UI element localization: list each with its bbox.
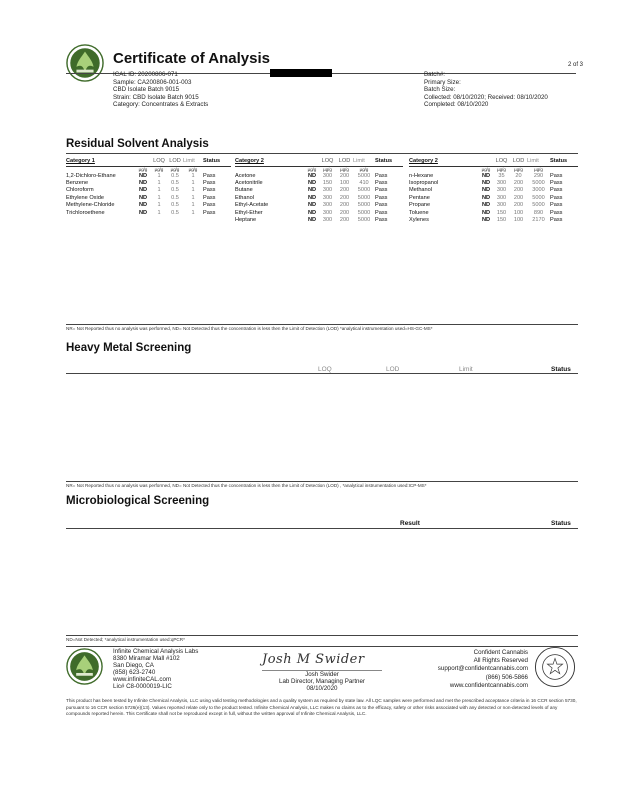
status-value: Pass (203, 172, 216, 179)
result-value: ND (138, 194, 148, 201)
analyte-name: Trichloroethene (66, 209, 105, 216)
status-value: Pass (375, 209, 388, 216)
status-value: Pass (375, 194, 388, 201)
lod-col-header: LOD (510, 158, 527, 166)
limit-value: 290 (533, 172, 544, 179)
hm-status-header: Status (551, 366, 571, 373)
hm-limit-header: Limit (459, 366, 473, 373)
limit-value: 5000 (532, 202, 545, 209)
batch-info (424, 71, 548, 109)
result-value: ND (481, 187, 491, 194)
signer-title: Lab Director, Managing Partner (279, 677, 365, 685)
limit-value: 5000 (532, 194, 545, 201)
lod-value: 0.5 (171, 194, 179, 201)
loq-value: 1 (157, 194, 161, 201)
status-value: Pass (550, 216, 563, 223)
loq-value: 1 (157, 209, 161, 216)
analyte-name: Ethyl-Acetate (235, 202, 269, 209)
limit-value: 5000 (357, 209, 371, 216)
lod-value: 0.5 (171, 172, 179, 179)
limit-value: 5000 (357, 187, 371, 194)
analyte-name: Ethylene Oxide (66, 194, 104, 201)
lod-value: 200 (339, 209, 350, 216)
lab-contact (113, 649, 198, 690)
cc-name: Confident Cannabis (473, 649, 528, 656)
analyte-name: Toluene (409, 209, 429, 216)
loq-value: 35 (498, 172, 505, 179)
heavy-metal-note-divider (66, 481, 578, 482)
limit-col-header: Limit (353, 158, 375, 166)
result-value: ND (307, 179, 317, 186)
status-value: Pass (375, 187, 388, 194)
analyte-name: Propane (409, 202, 431, 209)
result-value: ND (307, 187, 317, 194)
result-value: ND (307, 202, 317, 209)
hm-lod-header: LOD (386, 366, 400, 373)
limit-value: 5000 (357, 194, 371, 201)
status-value: Pass (375, 172, 388, 179)
table-row (235, 187, 403, 194)
lab-license: Lic# C8-0000019-LIC (113, 682, 172, 690)
lod-value: 0.5 (171, 187, 179, 194)
table-row (235, 202, 403, 209)
heavy-metal-title: Heavy Metal Screening (66, 342, 192, 354)
document-title: Certificate of Analysis (113, 50, 270, 67)
result-value: ND (138, 187, 148, 194)
lod-value: 200 (339, 216, 350, 223)
lod-col-header: LOD (167, 158, 183, 166)
signer-date: 08/10/2020 (306, 684, 338, 692)
primary-size: Primary Size: (424, 78, 461, 86)
lab-city: San Diego, CA (113, 661, 154, 669)
sample-info (113, 71, 208, 109)
category-header: Category 2 (409, 158, 479, 166)
loq-value: 300 (322, 172, 333, 179)
lab-phone: (858) 623-2740 (113, 668, 156, 676)
status-value: Pass (203, 187, 216, 194)
status-value: Pass (550, 187, 563, 194)
result-value: ND (307, 216, 317, 223)
analyte-name: 1,2-Dichloro-Ethane (66, 172, 116, 179)
result-value: ND (481, 202, 491, 209)
table-row (66, 180, 231, 187)
result-col-header (135, 158, 151, 166)
table-row (409, 187, 578, 194)
strain: Strain: CBD Isolate Batch 9015 (113, 93, 199, 101)
lod-value: 200 (339, 187, 350, 194)
category: Category: Concentrates & Extracts (113, 101, 209, 109)
loq-value: 300 (322, 202, 333, 209)
cc-email[interactable]: support@confidentcannabis.com (437, 665, 528, 673)
heavy-metal-note: NR= Not Reported thus no analysis was performed, ND= Not Detected thus the concentration is less then the Limit of Detection (LOD) , *analytical instrumentation used:ICP-MS* (66, 483, 427, 488)
limit-value: 5000 (357, 172, 371, 179)
loq-value: 300 (322, 216, 333, 223)
analyte-name: Ethanol (235, 194, 254, 201)
loq-col-header: LOQ (319, 158, 336, 166)
loq-value: 300 (322, 187, 333, 194)
redaction-bar (270, 69, 332, 77)
unit-label: µg/g (481, 166, 491, 172)
unit-label: µg/g (170, 166, 180, 172)
analyte-name: Heptane (235, 216, 257, 223)
status-col-header: Status (550, 158, 578, 166)
analyte-name: Pentane (409, 194, 430, 201)
status-value: Pass (375, 179, 388, 186)
lod-value: 200 (339, 202, 350, 209)
status-col-header: Status (375, 158, 403, 166)
lod-value: 0.5 (171, 202, 179, 209)
table-row (235, 210, 403, 217)
analyte-name: Acetonitrile (235, 179, 263, 186)
hm-loq-header: LOQ (318, 366, 332, 373)
lod-value: 200 (513, 179, 524, 186)
lod-value: 20 (515, 172, 522, 179)
result-value: ND (138, 172, 148, 179)
unit-label: µg/g (359, 166, 369, 172)
table-row (235, 195, 403, 202)
legal-disclaimer: This product has been tested by Infinite Chemical Analysis, LLC using valid testing methodologies and a quality system as required by state law. All LQC samples were performed and met the prescribed acceptance criteria in 16 CCR section 5730, pursuant to 16 CCR section 5726(e)(13). Values reported relate only to the product tested. Infinite Chemical Analysis, LLC makes no claims as to the efficacy, safety or other risks associated with any detected or non-detected levels of any compounds reported herein. This Certificate shall not be reproduced except in full, without the written approval of Infinite Chemical Analysis, LLC. (66, 698, 577, 717)
analyte-name: Butane (235, 187, 253, 194)
result-col-header (479, 158, 493, 166)
footer-divider (66, 646, 578, 647)
lab-website[interactable]: www.infiniteCAL.com (113, 675, 172, 683)
table-row (409, 173, 578, 180)
result-col-header (305, 158, 319, 166)
lod-value: 0.5 (171, 209, 179, 216)
table-row (66, 210, 231, 217)
table-row (409, 202, 578, 209)
status-value: Pass (550, 179, 563, 186)
micro-result-header: Result (400, 520, 420, 527)
analyte-name: Chloroform (66, 187, 94, 194)
signer-name: Josh Swider (305, 671, 339, 678)
status-col-header: Status (203, 158, 231, 166)
result-value: ND (481, 179, 491, 186)
loq-col-header: LOQ (493, 158, 510, 166)
result-value: ND (138, 202, 148, 209)
batch-size: Batch Size: (424, 86, 456, 94)
category-header: Category 1 (66, 158, 135, 166)
limit-value: 890 (533, 209, 544, 216)
status-value: Pass (203, 209, 216, 216)
status-value: Pass (550, 202, 563, 209)
status-value: Pass (203, 194, 216, 201)
loq-value: 1 (157, 202, 161, 209)
table-row (409, 217, 578, 224)
limit-value: 1 (191, 179, 195, 186)
microbiological-title: Microbiological Screening (66, 495, 210, 507)
table-row (66, 195, 231, 202)
category-header: Category 2 (235, 158, 305, 166)
loq-value: 1 (157, 187, 161, 194)
result-value: ND (307, 172, 317, 179)
solvent-table-category-2a (235, 158, 403, 224)
confident-cannabis-seal-icon (534, 646, 576, 688)
loq-value: 300 (496, 179, 507, 186)
limit-value: 2170 (532, 216, 545, 223)
heavy-metal-divider (66, 373, 578, 374)
limit-value: 1 (191, 209, 195, 216)
limit-value: 1 (191, 172, 195, 179)
completed-date: Completed: 08/10/2020 (424, 101, 489, 109)
loq-value: 150 (496, 209, 507, 216)
loq-value: 300 (496, 187, 507, 194)
unit-label: µg/g (188, 166, 198, 172)
status-value: Pass (375, 202, 388, 209)
lab-logo-icon (66, 44, 104, 82)
status-value: Pass (550, 172, 563, 179)
lod-value: 200 (339, 194, 350, 201)
residual-solvent-note: NR= Not Reported thus no analysis was performed, ND= Not Detected thus the concentration is less then the Limit of Detection (LOD) *analytical instrumentation used=HS-GC-MS* (66, 326, 433, 331)
unit-label: µg/g (497, 166, 506, 172)
lod-value: 200 (513, 194, 524, 201)
loq-value: 300 (496, 202, 507, 209)
ical-id: ICAL ID: 20200806-071 (113, 71, 178, 78)
loq-value: 300 (322, 209, 333, 216)
cc-contact (438, 649, 528, 690)
table-header-row (409, 158, 578, 166)
page-number: 2 of 3 (567, 62, 583, 68)
table-row (409, 180, 578, 187)
lab-footer-logo-icon (66, 648, 103, 685)
cc-website[interactable]: www.confidentcannabis.com (449, 681, 528, 689)
table-row (235, 217, 403, 224)
loq-value: 300 (322, 194, 333, 201)
limit-value: 410 (359, 179, 369, 186)
loq-value: 300 (496, 194, 507, 201)
result-value: ND (307, 194, 317, 201)
status-value: Pass (203, 179, 216, 186)
microbiological-note: ND=Not Detected; *analytical instrumentation used:qPCR* (66, 637, 185, 642)
lab-address: 8380 Miramar Mall #102 (113, 654, 180, 662)
loq-value: 150 (322, 179, 333, 186)
table-row (66, 173, 231, 180)
lod-value: 100 (513, 209, 524, 216)
microbiological-divider (66, 528, 578, 529)
table-row (409, 195, 578, 202)
limit-value: 1 (191, 187, 195, 194)
sample-name: CBD Isolate Batch 9015 (113, 86, 180, 94)
unit-label: µg/g (534, 166, 543, 172)
result-value: ND (307, 209, 317, 216)
loq-value: 1 (157, 172, 161, 179)
analyte-name: Methylene-Chloride (66, 202, 115, 209)
lod-value: 100 (339, 179, 350, 186)
loq-value: 150 (496, 216, 507, 223)
analyte-name: Benzene (66, 179, 89, 186)
analyte-name: Ethyl-Ether (235, 209, 263, 216)
sample-id: Sample: CA200806-001-003 (113, 78, 192, 86)
analyte-name: Isopropanol (409, 179, 439, 186)
unit-label: µg/g (154, 166, 164, 172)
signer-block (262, 672, 382, 693)
cc-phone: (866) 506-5866 (485, 673, 528, 681)
result-value: ND (481, 209, 491, 216)
result-value: ND (481, 194, 491, 201)
result-value: ND (481, 216, 491, 223)
table-row (409, 210, 578, 217)
unit-label: µg/g (323, 166, 332, 172)
table-header-row (235, 158, 403, 166)
analyte-name: Acetone (235, 172, 256, 179)
table-row (235, 173, 403, 180)
microbiological-note-divider (66, 635, 578, 636)
table-header-row (66, 158, 231, 166)
analyte-name: Xylenes (409, 216, 429, 223)
collected-received: Collected: 08/10/2020; Received: 08/10/2020 (424, 93, 548, 101)
lod-value: 0.5 (171, 179, 179, 186)
limit-value: 1 (191, 194, 195, 201)
limit-value: 5000 (357, 216, 371, 223)
limit-value: 1 (191, 202, 195, 209)
residual-solvent-title: Residual Solvent Analysis (66, 138, 209, 150)
status-value: Pass (550, 194, 563, 201)
result-value: ND (138, 179, 148, 186)
loq-col-header: LOQ (151, 158, 167, 166)
limit-value: 5000 (532, 179, 545, 186)
solvent-table-category-2b (409, 158, 578, 224)
status-value: Pass (203, 202, 216, 209)
lod-col-header: LOD (336, 158, 353, 166)
limit-value: 3000 (532, 187, 545, 194)
loq-value: 1 (157, 179, 161, 186)
micro-status-header: Status (551, 520, 571, 527)
solvent-table-category-1 (66, 158, 231, 217)
batch-number: Batch#: (424, 71, 445, 78)
limit-col-header: Limit (527, 158, 550, 166)
status-value: Pass (550, 209, 563, 216)
analyte-name: n-Hexane (409, 172, 434, 179)
status-value: Pass (375, 216, 388, 223)
result-value: ND (138, 209, 148, 216)
lod-value: 200 (339, 172, 350, 179)
limit-value: 5000 (357, 202, 371, 209)
residual-solvent-divider (66, 153, 578, 154)
table-row (235, 180, 403, 187)
table-row (66, 187, 231, 194)
cc-rights: All Rights Reserved (473, 657, 528, 665)
lod-value: 100 (513, 216, 524, 223)
limit-col-header: Limit (183, 158, 203, 166)
lod-value: 200 (513, 187, 524, 194)
lab-name: Infinite Chemical Analysis Labs (113, 648, 199, 655)
unit-label: µg/g (514, 166, 523, 172)
unit-label: µg/g (138, 166, 148, 172)
signature: Josh M Swider (262, 652, 365, 667)
table-row (66, 202, 231, 209)
residual-note-divider (66, 324, 578, 325)
lod-value: 200 (513, 202, 524, 209)
analyte-name: Methanol (409, 187, 433, 194)
unit-label: µg/g (307, 166, 317, 172)
unit-label: µg/g (340, 166, 349, 172)
result-value: ND (481, 172, 491, 179)
